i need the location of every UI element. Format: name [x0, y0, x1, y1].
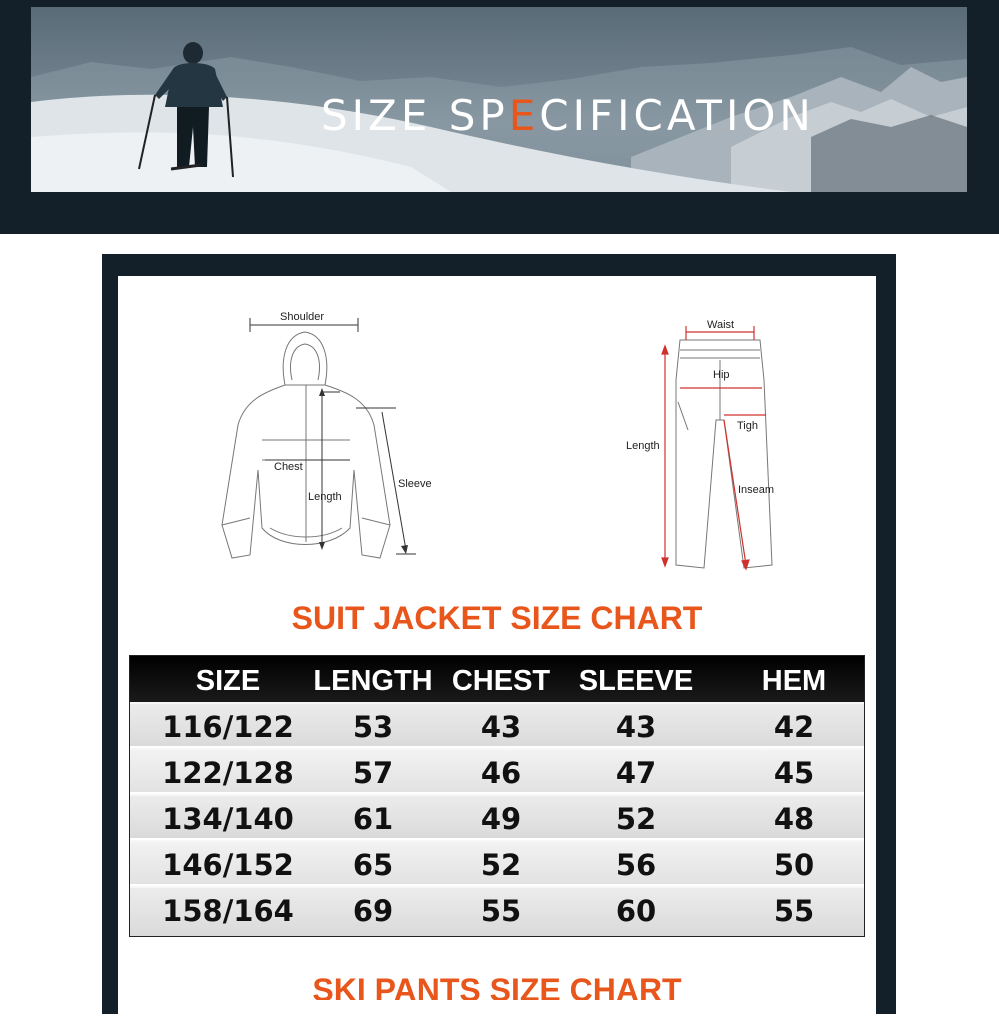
- label-chest: Chest: [274, 461, 303, 473]
- cell-chest: 43: [480, 710, 522, 744]
- banner-title: SIZE SPECIFICATION: [321, 91, 815, 140]
- jacket-chart-title: SUIT JACKET SIZE CHART: [291, 600, 703, 636]
- pants-chart-title: SKI PANTS SIZE CHART: [312, 972, 682, 1000]
- cell-length: 65: [352, 848, 394, 882]
- table-row: [130, 840, 864, 884]
- cell-chest: 49: [480, 802, 522, 836]
- cell-chest: 46: [480, 756, 522, 790]
- cell-length: 69: [352, 894, 394, 928]
- table-row: [130, 794, 864, 838]
- cell-chest: 52: [480, 848, 522, 882]
- header-length: LENGTH: [313, 665, 433, 697]
- cell-hem: 42: [773, 710, 815, 744]
- cell-size: 116/122: [162, 710, 294, 744]
- cell-sleeve: 60: [615, 894, 657, 928]
- banner-title-accent: E: [508, 91, 540, 140]
- cell-sleeve: 56: [615, 848, 657, 882]
- pants-diagram: [620, 310, 790, 575]
- table-row: [130, 886, 864, 936]
- cell-hem: 55: [773, 894, 815, 928]
- label-shoulder: Shoulder: [280, 311, 325, 323]
- cell-sleeve: 47: [615, 756, 657, 790]
- label-waist: Waist: [707, 319, 735, 331]
- cell-size: 122/128: [162, 756, 294, 790]
- cell-chest: 55: [480, 894, 522, 928]
- header-hem: HEM: [761, 665, 827, 697]
- cell-hem: 50: [773, 848, 815, 882]
- label-inseam: Inseam: [738, 484, 775, 496]
- header-sleeve: SLEEVE: [578, 665, 694, 697]
- banner-image: [31, 7, 967, 192]
- cell-sleeve: 52: [615, 802, 657, 836]
- label-pants-length: Length: [626, 440, 660, 452]
- table-header: [130, 656, 864, 702]
- cell-hem: 45: [773, 756, 815, 790]
- table-row: [130, 748, 864, 792]
- label-length: Length: [308, 491, 342, 503]
- cell-size: 158/164: [162, 894, 294, 928]
- header-chest: CHEST: [451, 665, 551, 697]
- cell-length: 57: [352, 756, 394, 790]
- cell-size: 134/140: [162, 802, 294, 836]
- cell-sleeve: 43: [615, 710, 657, 744]
- header-size: SIZE: [195, 665, 261, 697]
- jacket-diagram: [210, 300, 450, 570]
- cell-hem: 48: [773, 802, 815, 836]
- jacket-outline-icon: [210, 300, 450, 570]
- cell-size: 146/152: [162, 848, 294, 882]
- label-tigh: Tigh: [737, 420, 758, 432]
- table-row: [130, 702, 864, 746]
- cell-length: 53: [352, 710, 394, 744]
- label-sleeve: Sleeve: [398, 478, 432, 490]
- cell-length: 61: [352, 802, 394, 836]
- label-hip: Hip: [713, 369, 730, 381]
- jacket-size-table: [129, 655, 865, 937]
